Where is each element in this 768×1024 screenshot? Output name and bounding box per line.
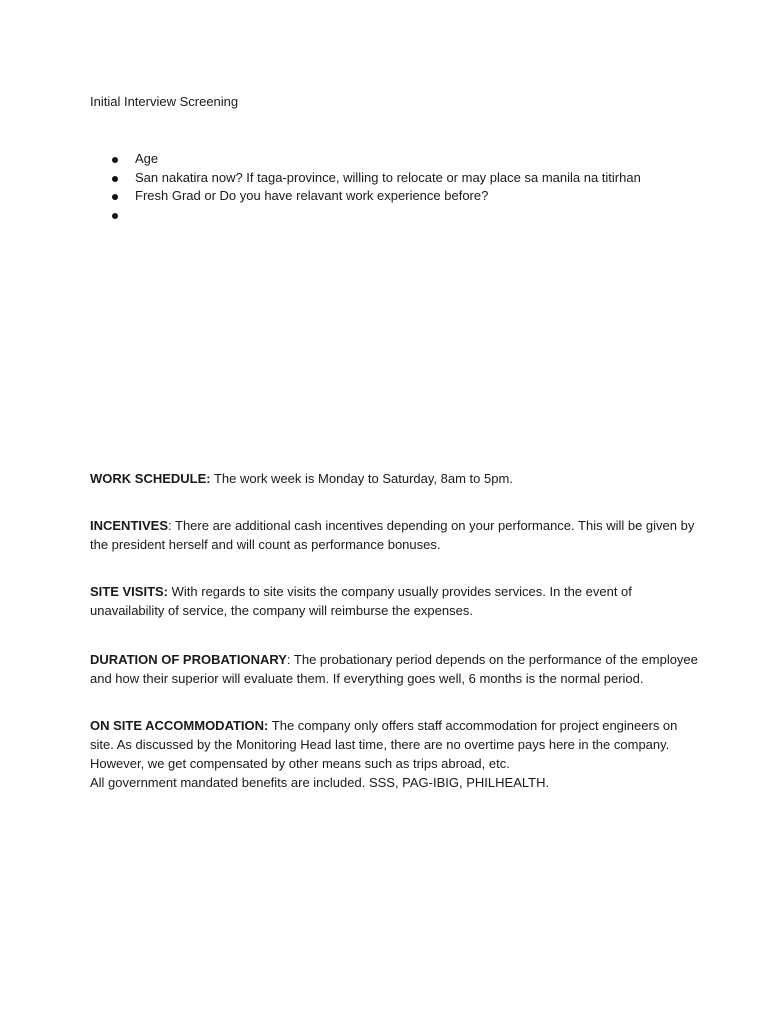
- probationary-paragraph: [90, 650, 698, 688]
- document-title: Initial Interview Screening: [90, 94, 239, 109]
- bullet-item-residence: [90, 169, 641, 188]
- accommodation-line: However, we get compensated by other means such as trips abroad, etc.: [90, 756, 510, 771]
- bullet-item-age: [90, 150, 641, 169]
- probationary-text: : The probationary period depends on the performance of the employee: [286, 652, 698, 667]
- bullet-text: Fresh Grad or Do you have relavant work experience before?: [135, 188, 489, 204]
- incentives-paragraph: [90, 516, 695, 554]
- site-visits-text: With regards to site visits the company usually provides services. In the event of: [168, 584, 632, 599]
- screening-bullet-list: [90, 150, 641, 225]
- incentives-line: the president herself and will count as performance bonuses.: [90, 537, 441, 552]
- accommodation-line: site. As discussed by the Monitoring Head last time, there are no overtime pays here in the company.: [90, 737, 670, 752]
- bullet-dot-icon: [112, 176, 118, 182]
- bullet-dot-icon: [112, 194, 118, 200]
- site-visits-label: SITE VISITS:: [90, 584, 169, 599]
- bullet-item-experience: [90, 187, 641, 206]
- bullet-item-empty: [90, 206, 641, 225]
- probationary-line: [90, 650, 698, 669]
- accommodation-paragraph: [90, 716, 680, 792]
- site-visits-line: [90, 582, 680, 601]
- accommodation-line: [90, 716, 680, 735]
- work-schedule-paragraph: [90, 469, 680, 488]
- work-schedule-line: [90, 469, 680, 488]
- accommodation-text: The company only offers staff accommodation for project engineers on: [268, 718, 678, 733]
- bullet-dot-icon: [112, 213, 118, 219]
- probationary-label: DURATION OF PROBATIONARY: [90, 652, 287, 667]
- benefits-line: All government mandated benefits are included. SSS, PAG-IBIG, PHILHEALTH.: [90, 775, 550, 790]
- accommodation-label: ON SITE ACCOMMODATION:: [90, 718, 269, 733]
- probationary-line: and how their superior will evaluate them. If everything goes well, 6 months is the normal period.: [90, 671, 644, 686]
- incentives-label: INCENTIVES: [90, 518, 169, 533]
- site-visits-line: unavailability of service, the company will reimburse the expenses.: [90, 603, 473, 618]
- incentives-text: : There are additional cash incentives depending on your performance. This will be given by: [168, 518, 695, 533]
- site-visits-paragraph: [90, 582, 680, 620]
- work-schedule-label: WORK SCHEDULE:: [90, 471, 211, 486]
- bullet-text: San nakatira now? If taga-province, willing to relocate or may place sa manila na titirhan: [135, 169, 641, 185]
- work-schedule-text: The work week is Monday to Saturday, 8am to 5pm.: [210, 471, 513, 486]
- bullet-dot-icon: [112, 157, 118, 163]
- incentives-line: [90, 516, 695, 535]
- bullet-text: Age: [135, 151, 159, 166]
